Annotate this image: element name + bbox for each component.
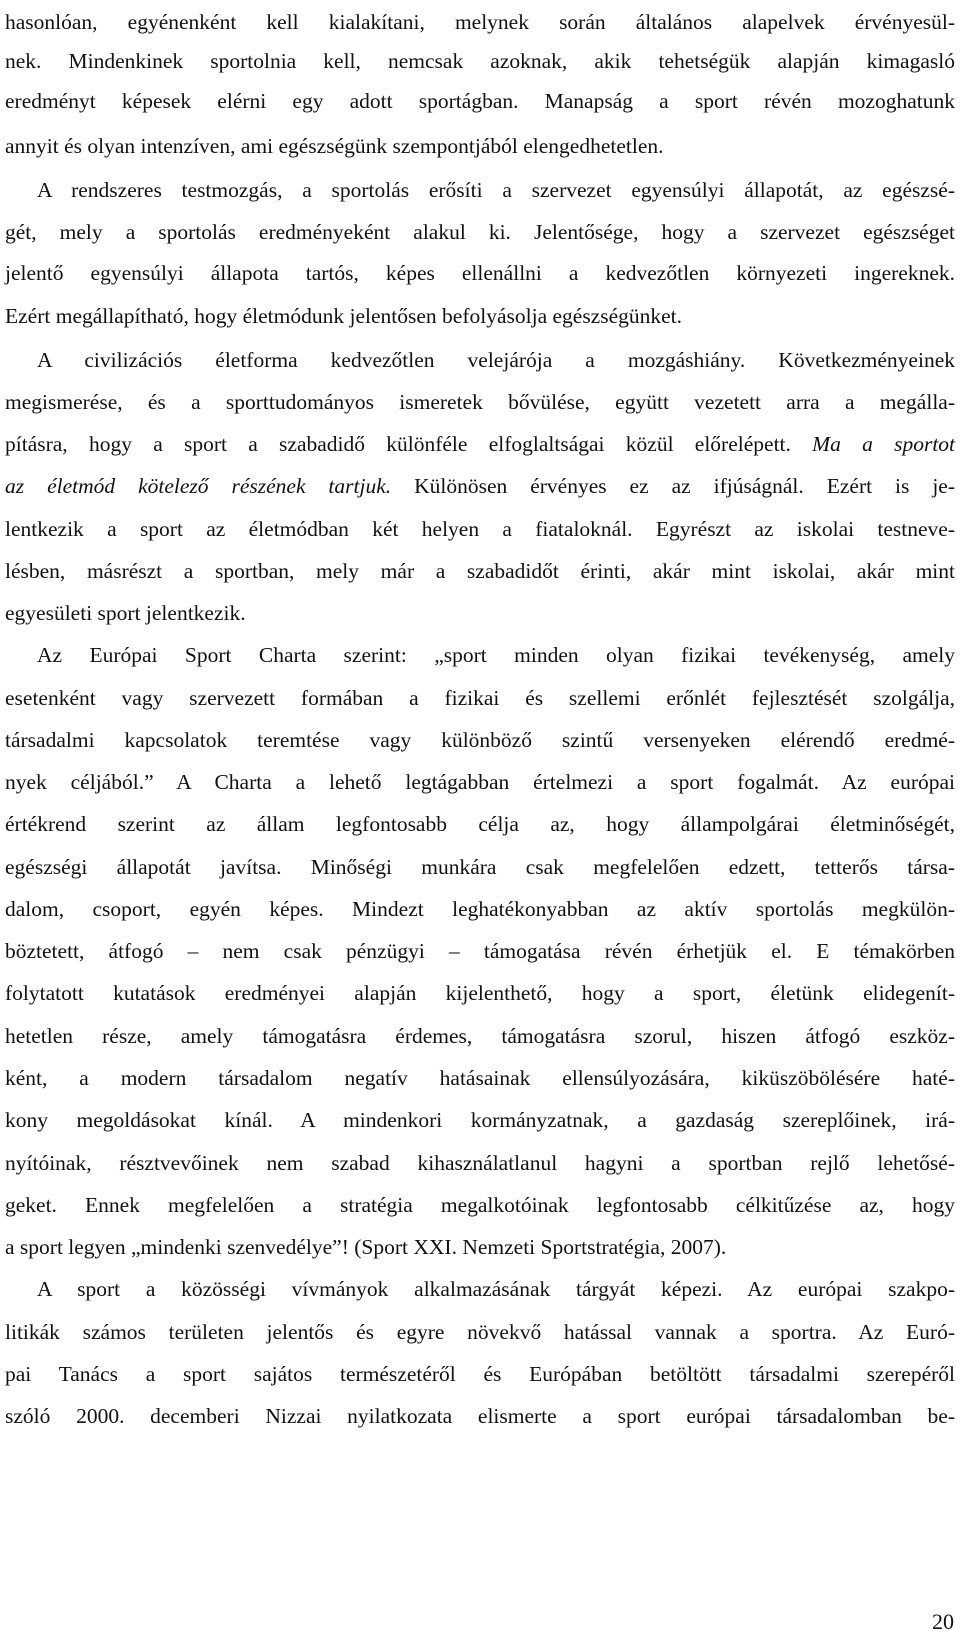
text-line: dalom, csoport, egyén képes. Mindezt leghatékonyabban az aktív sportolás megkülön-: [5, 897, 955, 921]
text-line: kony megoldásokat kínál. A mindenkori kormányzatnak, a gazdaság szereplőinek, irá-: [5, 1108, 955, 1132]
text-line: annyit és olyan intenzíven, ami egészségünk szempontjából elengedhetetlen.: [5, 134, 664, 158]
text-line: folytatott kutatások eredményei alapján kijelenthető, hogy a sport, életünk elidegenít-: [5, 981, 955, 1005]
text-line: a sport legyen „mindenki szenvedélye”! (Sport XXI. Nemzeti Sportstratégia, 2007).: [5, 1235, 727, 1259]
text-line: A rendszeres testmozgás, a sportolás erősíti a szervezet egyensúlyi állapotát, az egészsé-: [37, 178, 955, 202]
text-segment: Különösen érvényes ez az ifjúságnál. Ezért is je-: [414, 474, 955, 498]
text-line: eredményt képesek elérni egy adott sportágban. Manapság a sport révén mozoghatunk: [5, 89, 955, 113]
text-line: értékrend szerint az állam legfontosabb célja az, hogy állampolgárai életminőségét,: [5, 812, 955, 836]
text-line: nyek céljából.” A Charta a lehető legtágabban értelmezi a sport fogalmát. Az európai: [5, 770, 955, 794]
text-line: A sport a közösségi vívmányok alkalmazásának tárgyát képezi. Az európai szakpo-: [37, 1277, 955, 1301]
text-line: egyesületi sport jelentkezik.: [5, 601, 246, 625]
text-line: egészségi állapotát javítsa. Minőségi munkára csak megfelelően edzett, tetterős társa-: [5, 855, 955, 879]
text-line: nek. Mindenkinek sportolnia kell, nemcsak azoknak, akik tehetségük alapján kimagasló: [5, 49, 955, 73]
text-line: esetenként vagy szervezett formában a fizikai és szellemi erőnlét fejlesztését szolgálja,: [5, 686, 955, 710]
emphasis-text: az életmód kötelező részének tartjuk.: [5, 474, 392, 498]
text-line: Az Európai Sport Charta szerint: „sport minden olyan fizikai tevékenység, amely: [37, 643, 955, 667]
text-line: szóló 2000. decemberi Nizzai nyilatkozata elismerte a sport európai társadalomban be-: [5, 1404, 955, 1428]
text-line: lentkezik a sport az életmódban két helyen a fiataloknál. Egyrészt az iskolai testneve-: [5, 517, 955, 541]
text-line: jelentő egyensúlyi állapota tartós, képes ellenállni a kedvezőtlen környezeti ingereknek.: [5, 261, 955, 285]
text-line: Ezért megállapítható, hogy életmódunk jelentősen befolyásolja egészségünket.: [5, 304, 683, 328]
text-segment: pításra, hogy a sport a szabadidő különféle elfoglaltságai közül előrelépett.: [5, 432, 791, 456]
text-line: hasonlóan, egyénenként kell kialakítani, melynek során általános alapelvek érvényesül-: [5, 10, 955, 34]
emphasis-text: Ma a sportot: [812, 432, 956, 456]
text-line: megismerése, és a sporttudományos ismeretek bővülése, együtt vezetett arra a megálla-: [5, 390, 955, 414]
text-line: gét, mely a sportolás eredményeként alakul ki. Jelentősége, hogy a szervezet egészséget: [5, 220, 955, 244]
text-line: ként, a modern társadalom negatív hatásainak ellensúlyozására, kiküszöbölésére haté-: [5, 1066, 955, 1090]
text-line: A civilizációs életforma kedvezőtlen velejárója a mozgáshiány. Következményeinek: [37, 348, 955, 372]
text-line: litikák számos területen jelentős és egyre növekvő hatással vannak a sportra. Az Euró-: [5, 1320, 955, 1344]
text-line: nyítóinak, résztvevőinek nem szabad kihasználatlanul hagyni a sportban rejlő lehetősé-: [5, 1151, 955, 1175]
text-line: geket. Ennek megfelelően a stratégia megalkotóinak legfontosabb célkitűzése az, hogy: [5, 1193, 955, 1217]
text-line: pai Tanács a sport sajátos természetéről és Európában betöltött társadalmi szerepéről: [5, 1362, 955, 1386]
text-line: lésben, másrészt a sportban, mely már a szabadidőt érinti, akár mint iskolai, akár mint: [5, 559, 955, 583]
text-line: böztetett, átfogó – nem csak pénzügyi – támogatása révén érhetjük el. E témakörben: [5, 939, 955, 963]
text-line: [5, 430, 955, 458]
text-line: hetetlen része, amely támogatásra érdemes, támogatásra szorul, hiszen átfogó eszköz-: [5, 1024, 955, 1048]
text-line: [5, 472, 955, 500]
page-number: 20: [932, 1609, 954, 1634]
text-line: társadalmi kapcsolatok teremtése vagy különböző szintű versenyeken elérendő eredmé-: [5, 728, 955, 752]
